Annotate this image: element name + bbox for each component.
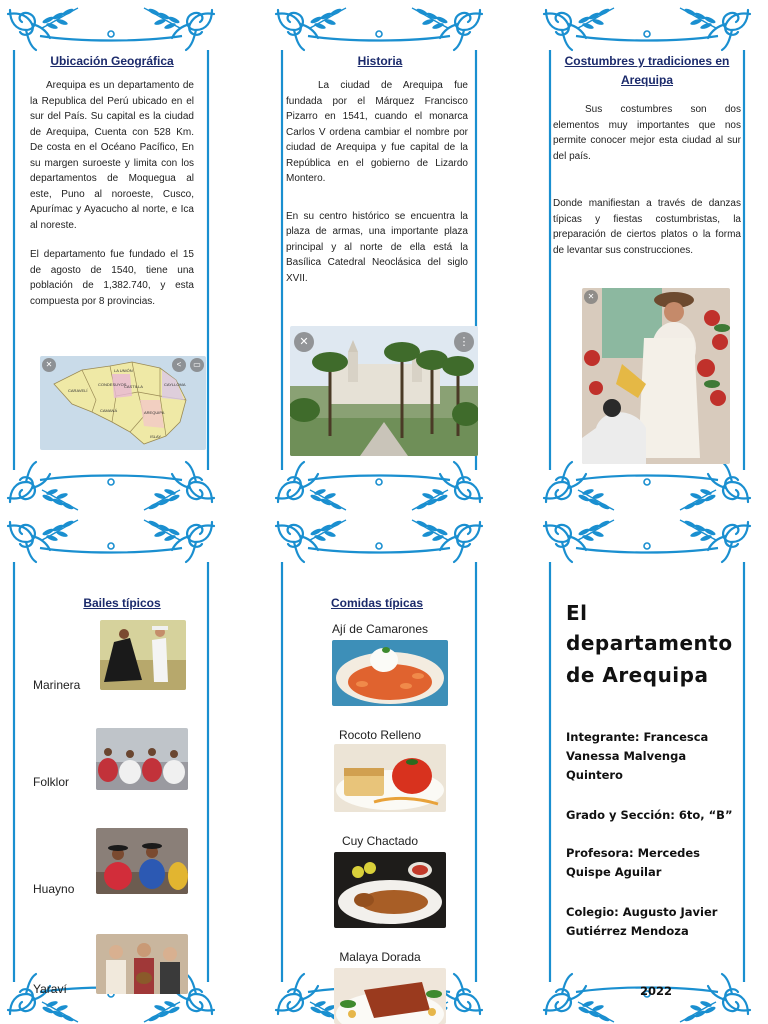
cuy-chactado-photo xyxy=(334,852,446,928)
colegio-line-2: Gutiérrez Mendoza xyxy=(566,924,689,938)
malaya-dorada-photo xyxy=(334,968,446,1024)
svg-text:ISLAY: ISLAY xyxy=(150,434,162,439)
yaravi-photo xyxy=(96,934,188,994)
costumbres-title: Costumbres y tradiciones en Arequipa xyxy=(564,54,730,87)
share-icon[interactable]: < xyxy=(172,358,186,372)
historia-paragraph-2: En su centro histórico se encuentra la plaza de armas, una importante plaza principal y al norte de ella está la Basílica Catedral Neoclásica del siglo XVII. xyxy=(286,210,468,284)
dance-label-marinera: Marinera xyxy=(33,678,81,692)
svg-text:CONDESUYOS: CONDESUYOS xyxy=(98,382,127,387)
panel-costumbres xyxy=(536,0,758,512)
integrante-line-3: Quintero xyxy=(566,768,623,782)
food-label-aji-de-camarones: Ají de Camarones xyxy=(331,622,429,636)
svg-text:CAMANÁ: CAMANÁ xyxy=(100,408,118,413)
food-label-malaya-dorada: Malaya Dorada xyxy=(339,950,421,964)
cover-title-line-3: de Arequipa xyxy=(566,663,709,687)
cover-title-line-1: El xyxy=(566,601,588,625)
panel-ubicacion xyxy=(0,0,222,512)
folklor-photo xyxy=(96,728,188,790)
marinera-photo xyxy=(100,620,186,690)
map-image xyxy=(40,356,206,450)
historia-title: Historia xyxy=(357,54,403,68)
costumbres-paragraph-2: Donde manifiestan a través de danzas típicas y fiestas costumbristas, la preparación de ciertos platos o la forma de levantar sus construcciones. xyxy=(553,198,741,256)
food-label-rocoto-relleno: Rocoto Relleno xyxy=(338,728,422,742)
panel-bailes xyxy=(0,512,222,1024)
dance-label-folklor: Folklor xyxy=(33,775,70,789)
dance-label-huayno: Huayno xyxy=(33,882,75,896)
aji-de-camarones-photo xyxy=(332,640,448,706)
year: 2022 xyxy=(640,984,673,998)
svg-text:LA UNIÓN: LA UNIÓN xyxy=(114,368,133,373)
rocoto-relleno-photo xyxy=(334,744,446,812)
festival-photo xyxy=(582,288,730,464)
save-icon[interactable]: ▭ xyxy=(190,358,204,372)
comidas-title: Comidas típicas xyxy=(330,596,424,610)
integrante-line-2: Vanessa Malvenga xyxy=(566,749,687,763)
svg-text:CASTILLA: CASTILLA xyxy=(124,384,143,389)
integrante-line-1: Integrante: Francesca xyxy=(566,730,709,744)
ubicacion-title: Ubicación Geográfica xyxy=(50,54,174,68)
grado-seccion: Grado y Sección: 6to, “B” xyxy=(566,808,733,822)
colegio-line-1: Colegio: Augusto Javier xyxy=(566,905,718,919)
cover-title-line-2: departamento xyxy=(566,631,733,655)
panel-historia xyxy=(268,0,490,512)
dance-label-yaravi: Yaraví xyxy=(33,982,67,996)
ubicacion-paragraph-1: Arequipa es un departamento de la Republica del Perú ubicado en el sur del País. Su capital es la ciudad de Arequipa, Cuenta con 528 Km. De costa en el Océano Pacífico, En su margen suroeste y limita con los departamentos de Moquegua al este, Puno al noroeste, Cusco, Apurímac y Ayacucho al norte, e Ica al noreste. xyxy=(30,80,194,231)
plaza-de-armas-photo xyxy=(290,326,478,456)
panel-comidas xyxy=(268,512,490,1024)
svg-text:CAYLLOMA: CAYLLOMA xyxy=(164,382,186,387)
historia-paragraph-1: La ciudad de Arequipa fue fundada por el Márquez Francisco Pizarro en 1541, cuando el monarca Carlos V ordena cambiar el nombre por ciudad de Arequipa y fue capital de la República en el gobierno de Lizardo Montero. xyxy=(286,80,468,184)
profesora-line-1: Profesora: Mercedes xyxy=(566,846,700,860)
profesora-line-2: Quispe Aguilar xyxy=(566,865,662,879)
costumbres-paragraph-1: Sus costumbres son dos elementos muy importantes que nos permite conocer mejor esta ciudad al sur del país. xyxy=(553,104,741,162)
food-label-cuy-chactado: Cuy Chactado xyxy=(341,834,419,848)
svg-text:CARAVELÍ: CARAVELÍ xyxy=(68,388,88,393)
bailes-title: Bailes típicos xyxy=(83,596,161,610)
more-options-icon[interactable]: ⋮ xyxy=(454,332,474,352)
close-icon[interactable]: ✕ xyxy=(294,332,314,352)
close-icon[interactable]: ✕ xyxy=(584,290,598,304)
svg-text:AREQUIPA: AREQUIPA xyxy=(144,410,165,415)
ubicacion-paragraph-2: El departamento fue fundado el 15 de agosto de 1540, tiene una población de 1,382.740, y esta compuesta por 8 provincias. xyxy=(30,249,194,307)
huayno-photo xyxy=(96,828,188,894)
panel-cover xyxy=(536,512,758,1024)
close-icon[interactable]: ✕ xyxy=(42,358,56,372)
